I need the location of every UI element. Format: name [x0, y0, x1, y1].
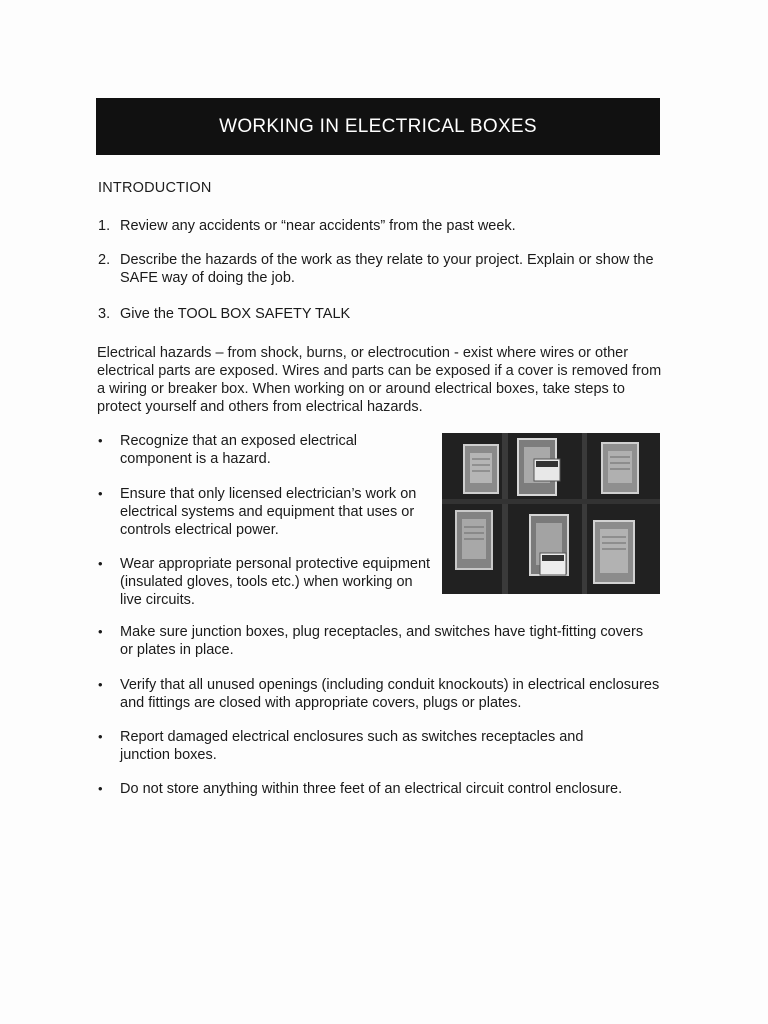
bullet-text: Do not store anything within three feet of an electrical circuit control enclosure.: [120, 781, 623, 797]
item-text: Review any accidents or “near accidents” from the past week.: [120, 218, 516, 234]
bullet-dot: •: [98, 781, 103, 796]
electrical-panels-illustration: [442, 433, 660, 594]
bullet-item-7: [98, 780, 658, 798]
section-heading-introduction: INTRODUCTION: [98, 180, 212, 196]
numbered-item-3: [98, 305, 658, 323]
bullet-dot: •: [98, 486, 103, 501]
item-number: 1.: [98, 218, 111, 234]
bullet-dot: •: [98, 556, 103, 571]
item-number: 3.: [98, 306, 111, 322]
numbered-item-2: [98, 251, 658, 287]
bullet-dot: •: [98, 677, 103, 692]
page-title: WORKING IN ELECTRICAL BOXES: [219, 115, 537, 137]
item-text: Describe the hazards of the work as they relate to your project. Explain or show the SAFE way of doing the job.: [120, 252, 654, 286]
bullet-item-1: [98, 432, 432, 468]
item-text: Give the TOOL BOX SAFETY TALK: [120, 306, 351, 322]
item-number: 2.: [98, 252, 111, 268]
electrical-panels-photo: [442, 433, 660, 594]
bullet-dot: •: [98, 729, 103, 744]
title-banner: [96, 98, 660, 155]
bullet-text: Verify that all unused openings (including conduit knockouts) in electrical enclosures and fittings are closed with appropriate covers, plugs or plates.: [120, 677, 660, 711]
bullet-item-6: [98, 728, 618, 764]
bullet-item-4: [98, 623, 658, 659]
bullet-item-5: [98, 676, 663, 712]
bullet-dot: •: [98, 624, 103, 639]
bullet-text: Make sure junction boxes, plug receptacles, and switches have tight-fitting covers or plates in place.: [120, 624, 644, 658]
bullet-text: Recognize that an exposed electrical component is a hazard.: [120, 433, 357, 467]
bullet-text: Wear appropriate personal protective equipment (insulated gloves, tools etc.) when working on live circuits.: [120, 556, 431, 608]
bullet-item-3: [98, 555, 438, 609]
bullet-dot: •: [98, 433, 103, 448]
bullet-text: Report damaged electrical enclosures such as switches receptacles and junction boxes.: [120, 729, 584, 763]
bullet-item-2: [98, 485, 432, 539]
bullet-text: Ensure that only licensed electrician’s work on electrical systems and equipment that uses or controls electrical power.: [120, 486, 417, 538]
numbered-item-1: [98, 217, 658, 235]
intro-paragraph: Electrical hazards – from shock, burns, or electrocution - exist where wires or other electrical parts are exposed. Wires and parts can be exposed if a cover is removed from a wiring or breaker box. When working on or around electrical boxes, take steps to protect yourself and others from electrical hazards.: [97, 345, 662, 415]
